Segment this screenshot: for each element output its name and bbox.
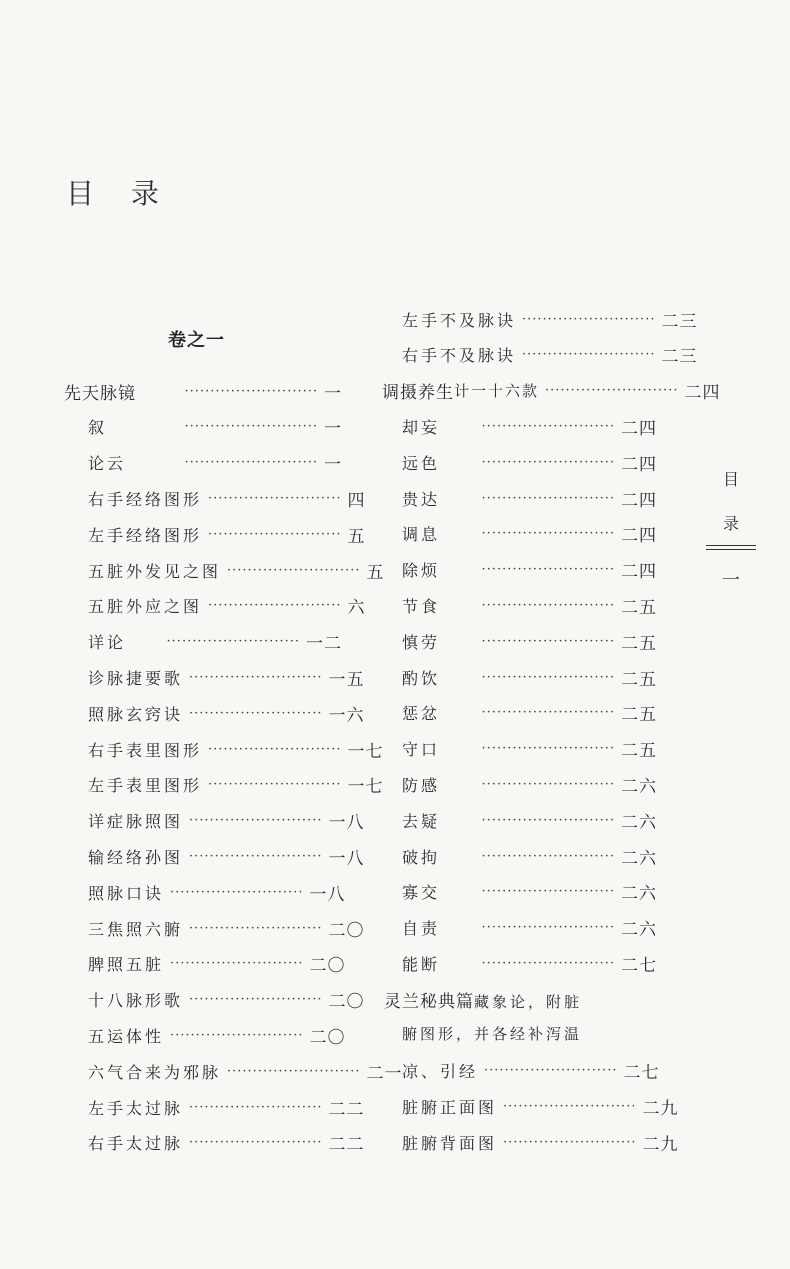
dot-leader: ·························· [481, 848, 615, 864]
toc-entry-page: 二四 [621, 490, 657, 511]
toc-entry-title: 脾照五脏 [88, 955, 165, 975]
toc-entry-page: 二三 [661, 347, 698, 368]
dot-leader: ·························· [522, 311, 656, 327]
toc-entry-title: 能断 [402, 954, 441, 974]
toc-entry-title: 酌饮 [402, 668, 441, 688]
toc-entry-title: 左手太过脉 [88, 1098, 184, 1118]
toc-entry-title: 六气合来为邪脉 [88, 1062, 222, 1082]
toc-entry-page: 五 [366, 562, 385, 583]
toc-entry-page: 二五 [621, 741, 657, 762]
dot-leader: ·························· [481, 812, 615, 828]
toc-entry [88, 987, 365, 1013]
toc-entry-page: 一八 [309, 884, 346, 905]
toc-entry-page: 一 [324, 455, 342, 476]
toc-entry-title: 叙 [88, 418, 108, 438]
toc-entry-title: 左手不及脉诀 [402, 310, 517, 330]
toc-entry [88, 1058, 403, 1084]
dot-leader: ·························· [481, 562, 615, 578]
dot-leader: ·························· [166, 634, 300, 650]
toc-entry [402, 771, 657, 797]
toc-entry [88, 808, 365, 834]
toc-section-entry [64, 378, 342, 404]
dot-leader: ·························· [189, 669, 323, 685]
toc-entry-page: 二〇 [309, 956, 346, 977]
toc-entry-page: 二四 [684, 383, 721, 404]
dot-leader: ·························· [503, 1134, 637, 1150]
toc-entry-title: 防感 [402, 775, 441, 795]
dot-leader: ·························· [184, 419, 318, 435]
toc-entry-note: 计一十六款 [454, 382, 540, 401]
toc-entry-title: 去疑 [402, 811, 441, 831]
toc-entry-page: 二四 [621, 526, 657, 547]
toc-entry-title: 远色 [402, 453, 441, 473]
toc-entry [88, 629, 342, 655]
toc-entry [402, 950, 657, 976]
toc-entry-page: 二五 [621, 705, 657, 726]
toc-entry-page: 一二 [306, 634, 342, 655]
toc-entry-page: 二一 [366, 1063, 403, 1084]
toc-entry-title: 诊脉捷要歌 [88, 668, 184, 688]
toc-entry-title: 详论 [88, 633, 127, 653]
toc-entry-page: 二五 [621, 597, 657, 618]
toc-entry-title: 惩忿 [402, 704, 441, 724]
toc-entry-page: 二六 [621, 776, 657, 797]
toc-entry [402, 485, 657, 511]
toc-entry-title: 五运体性 [88, 1026, 165, 1046]
toc-entry-title: 调息 [402, 525, 441, 545]
toc-entry [402, 557, 657, 583]
page-title: 目 录 [66, 177, 173, 210]
toc-entry-title: 详症脉照图 [88, 812, 184, 832]
toc-entry-page: 二六 [621, 920, 657, 941]
toc-entry [402, 664, 657, 690]
toc-entry-title: 先天脉镜 [64, 383, 136, 404]
running-head-rule [706, 545, 756, 550]
toc-entry-page: 二〇 [309, 1027, 346, 1048]
toc-entry-page: 二五 [621, 633, 657, 654]
toc-entry-page: 二六 [621, 812, 657, 833]
toc-entry-page: 二七 [621, 955, 657, 976]
running-head-char-2: 录 [722, 514, 739, 533]
toc-entry-note: 藏象论，附脏 [474, 993, 583, 1012]
dot-leader: ·························· [189, 813, 323, 829]
toc-entry [402, 915, 657, 941]
volume-heading: 卷之一 [168, 330, 225, 351]
toc-entry-title: 凉、引经 [402, 1062, 479, 1082]
toc-entry [402, 449, 657, 475]
toc-entry [88, 664, 365, 690]
toc-entry [88, 485, 366, 511]
toc-entry-title: 慎劳 [402, 632, 441, 652]
toc-entry-title: 左手经络图形 [88, 525, 203, 545]
toc-entry [402, 628, 657, 654]
toc-entry [88, 414, 342, 440]
dot-leader: ·························· [184, 455, 318, 471]
toc-entry [402, 807, 657, 833]
toc-entry [88, 521, 366, 547]
toc-entry-page: 一七 [347, 777, 384, 798]
toc-entry-page: 一五 [328, 669, 365, 690]
dot-leader: ·························· [481, 884, 615, 900]
toc-entry-title: 却妄 [402, 417, 441, 437]
toc-entry-title: 照脉口诀 [88, 883, 165, 903]
toc-entry [88, 1022, 346, 1048]
toc-entry [402, 342, 698, 368]
toc-entry [88, 557, 385, 583]
toc-entry-page: 一八 [328, 813, 365, 834]
dot-leader: ·························· [189, 992, 323, 1008]
toc-entry-page: 二五 [621, 669, 657, 690]
toc-entry [88, 772, 384, 798]
toc-entry-title: 输经络孙图 [88, 847, 184, 867]
toc-entry-page: 一 [324, 383, 342, 404]
toc-entry [402, 1094, 679, 1120]
dot-leader: ·························· [481, 776, 615, 792]
toc-entry-title: 论云 [88, 454, 127, 474]
dot-leader: ·························· [481, 633, 615, 649]
dot-leader: ·························· [184, 383, 318, 399]
toc-entry-page: 一 [324, 419, 342, 440]
toc-entry-title: 脏腑背面图 [402, 1133, 498, 1153]
toc-entry [402, 521, 657, 547]
toc-entry-page: 二三 [661, 311, 698, 332]
toc-entry [88, 951, 346, 977]
toc-entry [402, 700, 657, 726]
toc-entry-page: 二〇 [328, 992, 365, 1013]
running-head-char-1: 目 [722, 470, 739, 489]
toc-entry-title: 自责 [402, 919, 441, 939]
toc-entry-title: 节食 [402, 596, 441, 616]
toc-entry [402, 413, 657, 439]
toc-entry-title: 贵达 [402, 489, 441, 509]
toc-entry [88, 843, 365, 869]
toc-entry-title: 左手表里图形 [88, 776, 203, 796]
toc-entry-title: 右手经络图形 [88, 489, 203, 509]
dot-leader: ·························· [481, 955, 615, 971]
toc-entry-title: 除烦 [402, 561, 441, 581]
dot-leader: ·························· [208, 598, 342, 614]
toc-entry-page: 五 [347, 526, 366, 547]
toc-entry-title: 调摄养生 [382, 383, 454, 404]
toc-entry-page: 二七 [623, 1063, 660, 1084]
toc-entry [402, 843, 657, 869]
dot-leader: ·························· [522, 347, 656, 363]
dot-leader: ·························· [227, 1063, 361, 1079]
dot-leader: ·························· [189, 848, 323, 864]
toc-entry-page: 二四 [621, 418, 657, 439]
dot-leader: ·························· [170, 956, 304, 972]
toc-entry-page: 二〇 [328, 920, 365, 941]
toc-entry-page: 一七 [347, 741, 384, 762]
dot-leader: ·························· [208, 490, 342, 506]
toc-entry-page: 一八 [328, 848, 365, 869]
dot-leader: ·························· [481, 705, 615, 721]
toc-entry-title: 脏腑正面图 [402, 1098, 498, 1118]
dot-leader: ·························· [189, 1099, 323, 1115]
dot-leader: ·························· [484, 1063, 618, 1079]
toc-entry-title: 五脏外应之图 [88, 597, 203, 617]
toc-entry-page: 四 [347, 490, 366, 511]
dot-leader: ·························· [481, 526, 615, 542]
dot-leader: ·························· [545, 383, 679, 399]
toc-entry [88, 700, 365, 726]
toc-entry [88, 450, 342, 476]
toc-entry [402, 1058, 660, 1084]
dot-leader: ·························· [481, 741, 615, 757]
toc-entry-page: 二六 [621, 884, 657, 905]
dot-leader: ·························· [208, 741, 342, 757]
dot-leader: ·························· [481, 454, 615, 470]
toc-entry [402, 1129, 679, 1155]
dot-leader: ·························· [189, 920, 323, 936]
toc-entry-title: 右手表里图形 [88, 740, 203, 760]
running-head [718, 458, 744, 546]
toc-entry [88, 593, 366, 619]
toc-entry-page: 二四 [621, 454, 657, 475]
toc-entry-page: 二九 [642, 1134, 679, 1155]
toc-entry-page: 二六 [621, 848, 657, 869]
toc-entry [88, 1130, 365, 1156]
toc-entry-title: 破拘 [402, 847, 441, 867]
dot-leader: ·························· [481, 920, 615, 936]
toc-entry [88, 879, 346, 905]
dot-leader: ·························· [481, 490, 615, 506]
toc-entry-title: 右手不及脉诀 [402, 346, 517, 366]
toc-entry-note: 腑图形，并各经补泻温 [402, 1025, 583, 1043]
dot-leader: ·························· [481, 669, 615, 685]
toc-entry [402, 306, 698, 332]
toc-entry-page: 二二 [328, 1099, 365, 1120]
toc-entry-title: 寡交 [402, 883, 441, 903]
toc-entry [402, 879, 657, 905]
toc-entry [88, 1094, 365, 1120]
toc-entry-title: 照脉玄窍诀 [88, 704, 184, 724]
toc-entry-page: 六 [347, 598, 366, 619]
toc-entry-title: 十八脉形歌 [88, 991, 184, 1011]
toc-entry-title: 灵兰秘典篇 [384, 992, 474, 1013]
dot-leader: ·························· [481, 418, 615, 434]
dot-leader: ·························· [208, 777, 342, 793]
dot-leader: ·························· [481, 597, 615, 613]
dot-leader: ·························· [208, 526, 342, 542]
toc-section-entry [382, 378, 721, 404]
toc-entry-page: 一六 [328, 705, 365, 726]
toc-entry-page: 二九 [642, 1099, 679, 1120]
toc-entry-title: 守口 [402, 740, 441, 760]
toc-entry-title: 五脏外发见之图 [88, 561, 222, 581]
dot-leader: ·························· [170, 1027, 304, 1043]
toc-entry [402, 736, 657, 762]
dot-leader: ·························· [189, 1135, 323, 1151]
dot-leader: ·························· [189, 705, 323, 721]
toc-entry [88, 736, 384, 762]
dot-leader: ·························· [170, 884, 304, 900]
page-number: 一 [722, 570, 740, 591]
toc-entry-page: 二四 [621, 562, 657, 583]
dot-leader: ·························· [503, 1099, 637, 1115]
dot-leader: ·························· [227, 562, 361, 578]
toc-entry-title: 右手太过脉 [88, 1134, 184, 1154]
toc-entry-page: 二二 [328, 1135, 365, 1156]
toc-section-entry [384, 987, 582, 1012]
toc-entry [402, 592, 657, 618]
toc-entry-title: 三焦照六腑 [88, 919, 184, 939]
toc-entry [88, 915, 365, 941]
